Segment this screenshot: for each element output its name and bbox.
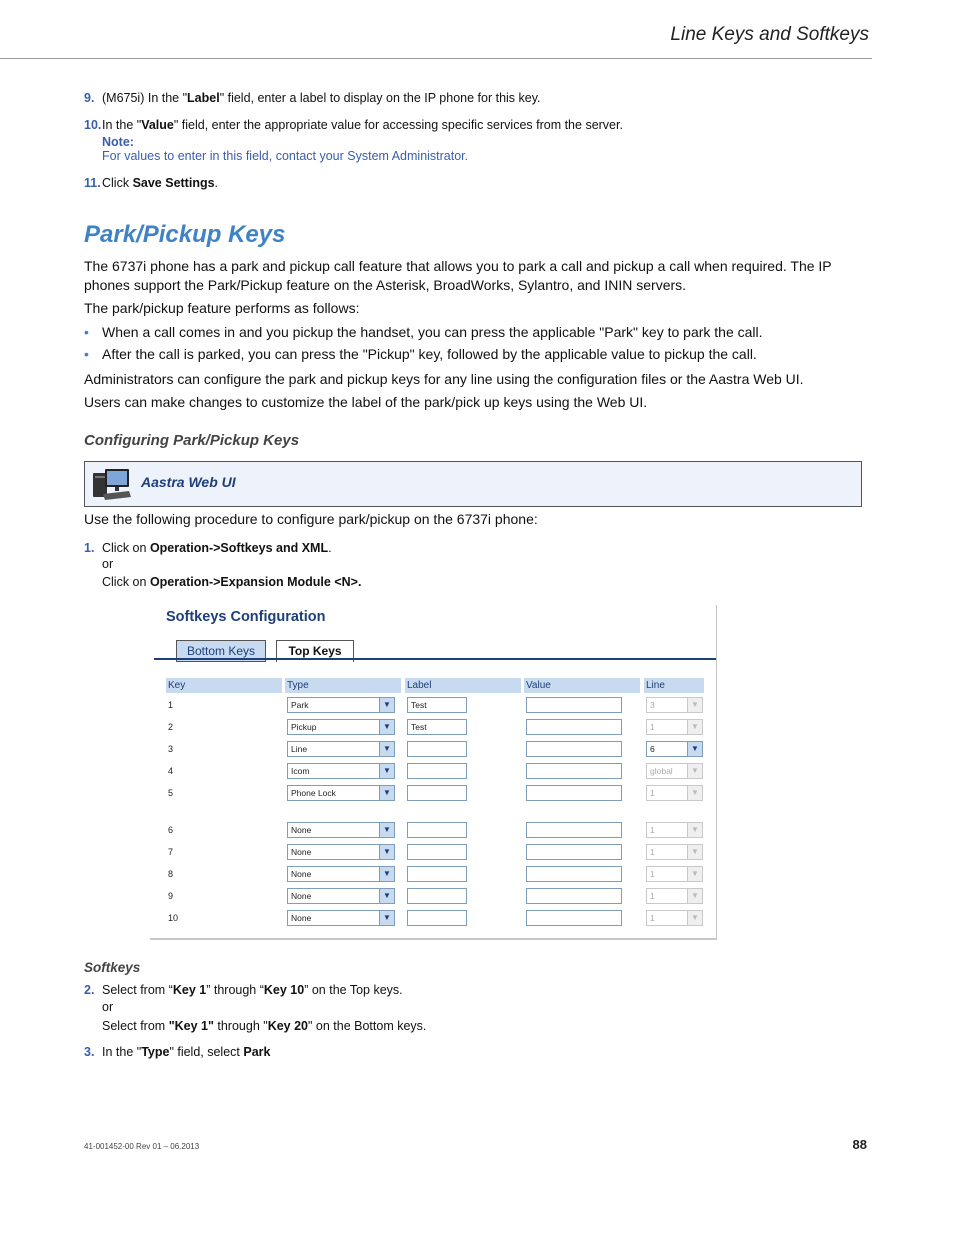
step-9 (84, 90, 541, 107)
label-input[interactable] (407, 741, 467, 757)
step-text: In the " (102, 1045, 142, 1059)
chevron-down-icon: ▼ (687, 720, 702, 734)
type-select-value: Pickup (291, 722, 317, 732)
bullet-icon: • (84, 346, 89, 362)
step-text-bold: Type (141, 1045, 170, 1059)
step-number: 9. (84, 91, 95, 105)
line-select[interactable] (646, 741, 703, 757)
key-number: 8 (168, 869, 174, 879)
line-select-value: 1 (650, 913, 655, 923)
line-select-value: 1 (650, 869, 655, 879)
type-select[interactable] (287, 822, 395, 838)
tab-top-keys[interactable]: Top Keys (276, 640, 354, 662)
value-input[interactable] (526, 822, 622, 838)
chevron-down-icon: ▼ (379, 845, 394, 859)
chevron-down-icon: ▼ (379, 742, 394, 756)
chevron-down-icon: ▼ (687, 786, 702, 800)
step-text-post: " field, enter a label to display on the IP phone for this key. (219, 91, 541, 105)
step-text-bold: Label (187, 91, 220, 105)
section-para-4: Users can make changes to customize the label of the park/pick up keys using the Web UI. (84, 394, 648, 410)
label-input[interactable] (407, 822, 467, 838)
type-select[interactable] (287, 888, 395, 904)
key-number: 10 (168, 913, 179, 923)
step-text-bold: Operation->Softkeys and XML (149, 541, 329, 555)
web-ui-callout (84, 461, 862, 507)
chevron-down-icon: ▼ (379, 889, 394, 903)
key-number: 5 (168, 788, 174, 798)
step-text-bold: Key 20 (267, 1019, 308, 1033)
step-text-pre: (M675i) In the " (102, 91, 188, 105)
line-select[interactable] (646, 888, 703, 904)
column-header-line: Line (644, 678, 704, 693)
step-number: 11. (84, 176, 101, 190)
type-select-value: None (291, 869, 312, 879)
chevron-down-icon: ▼ (379, 698, 394, 712)
bullet-item (84, 323, 864, 342)
type-select[interactable] (287, 763, 395, 779)
step-text-pre: In the " (102, 118, 142, 132)
subsection-title: Configuring Park/Pickup Keys (84, 432, 300, 449)
step-text: through " (213, 1019, 268, 1033)
step-2-or: or (102, 1000, 114, 1014)
line-select-value: global (650, 766, 673, 776)
step-text-bold: Park (243, 1045, 271, 1059)
chevron-down-icon: ▼ (687, 911, 702, 925)
step-text: Select from “ (102, 983, 173, 997)
step-text-pre: Click on (102, 541, 150, 555)
step-2-alt (102, 1018, 426, 1035)
section-intro-1: The 6737i phone has a park and pickup call feature that allows you to park a call and pickup a call when required. The IP phones support the Park/Pickup feature on the Asterisk, BroadWorks, Sylantro, and ININ servers. (84, 258, 832, 293)
chevron-down-icon: ▼ (687, 764, 702, 778)
value-input[interactable] (526, 697, 622, 713)
chevron-down-icon: ▼ (687, 889, 702, 903)
step-text-post: . (328, 541, 332, 555)
chevron-down-icon: ▼ (379, 786, 394, 800)
step-text-pre: Click (102, 176, 133, 190)
bullet-item (84, 345, 864, 364)
section-intro-2: The park/pickup feature performs as follows: (84, 300, 360, 316)
note-body-text: For values to enter in this field, contact your System Administrator. (102, 149, 469, 163)
step-1 (84, 540, 332, 557)
step-10 (84, 117, 623, 134)
type-select-value: Line (291, 744, 308, 754)
label-input[interactable] (407, 866, 467, 882)
step-number: 1. (84, 541, 95, 555)
label-input[interactable] (407, 910, 467, 926)
type-select-value: Park (291, 700, 309, 710)
frame-border (150, 938, 717, 940)
chevron-down-icon: ▼ (687, 845, 702, 859)
line-select[interactable] (646, 844, 703, 860)
line-select-value: 1 (650, 891, 655, 901)
line-select[interactable] (646, 697, 703, 713)
step-text: ” through “ (206, 983, 264, 997)
step-text-post: " field, enter the appropriate value for accessing specific services from the server. (173, 118, 623, 132)
step-text-bold: Key 10 (263, 983, 305, 997)
line-select[interactable] (646, 910, 703, 926)
value-input[interactable] (526, 763, 622, 779)
step-text-bold: "Key 1" (168, 1019, 214, 1033)
section-title: Park/Pickup Keys (84, 221, 286, 248)
step-text-post: . (214, 176, 219, 190)
line-select-value: 1 (650, 825, 655, 835)
key-number: 2 (168, 722, 174, 732)
bullet-icon: • (84, 324, 89, 340)
step-text-bold: Value (141, 118, 174, 132)
type-select[interactable] (287, 697, 395, 713)
type-select-value: None (291, 825, 312, 835)
value-input[interactable] (526, 719, 622, 735)
line-select[interactable] (646, 785, 703, 801)
tab-bottom-keys[interactable]: Bottom Keys (176, 640, 266, 662)
figure-caption: Softkeys (84, 960, 141, 975)
type-select[interactable] (287, 910, 395, 926)
step-number: 3. (84, 1045, 95, 1059)
line-select[interactable] (646, 719, 703, 735)
step-number: 10. (84, 118, 102, 132)
line-select[interactable] (646, 822, 703, 838)
bullet-text: When a call comes in and you pickup the handset, you can press the applicable "Park" key to park the call. (102, 324, 763, 340)
computer-icon (91, 467, 131, 501)
bullet-text: After the call is parked, you can press the "Pickup" key, followed by the applicable value to pickup the call. (102, 346, 757, 362)
line-select-value: 6 (650, 744, 655, 754)
type-select-value: None (291, 847, 312, 857)
step-2 (84, 982, 403, 999)
chevron-down-icon: ▼ (379, 867, 394, 881)
step-text: " field, select (169, 1045, 244, 1059)
key-number: 7 (168, 847, 174, 857)
step-1-alt (102, 574, 361, 591)
label-input[interactable] (407, 763, 467, 779)
step-text-bold: Key 1 (172, 983, 207, 997)
value-input[interactable] (526, 910, 622, 926)
page-number: 88 (852, 1137, 867, 1152)
value-input[interactable] (526, 844, 622, 860)
line-select-value: 3 (650, 700, 655, 710)
label-input[interactable] (407, 844, 467, 860)
type-select[interactable] (287, 866, 395, 882)
type-select-value: Icom (291, 766, 310, 776)
section-para-3: Administrators can configure the park and pickup keys for any line using the configuration files or the Aastra Web UI. (84, 371, 804, 387)
type-select-value: None (291, 891, 312, 901)
column-header-label: Label (405, 678, 521, 693)
type-select[interactable] (287, 741, 395, 757)
value-input[interactable] (526, 888, 622, 904)
key-number: 6 (168, 825, 174, 835)
step-3 (84, 1044, 270, 1061)
value-input[interactable] (526, 866, 622, 882)
value-input[interactable] (526, 785, 622, 801)
chevron-down-icon: ▼ (687, 823, 702, 837)
type-select-value: Phone Lock (291, 788, 336, 798)
note-text (102, 148, 468, 165)
footer-doc-id: 41-001452-00 Rev 01 – 06.2013 (84, 1142, 200, 1151)
step-text: Select from (102, 1019, 169, 1033)
chevron-down-icon: ▼ (379, 720, 394, 734)
step-text-bold: Operation->Expansion Module <N>. (149, 575, 362, 589)
step-text: ” on the Top keys. (304, 983, 403, 997)
chevron-down-icon: ▼ (379, 911, 394, 925)
column-header-type: Type (285, 678, 401, 693)
column-header-value: Value (524, 678, 640, 693)
step-text-bold: Save Settings (132, 176, 215, 190)
page-header-title: Line Keys and Softkeys (670, 24, 869, 45)
step-text-pre: Click on (102, 575, 150, 589)
column-header-key: Key (166, 678, 282, 693)
line-select-value: 1 (650, 788, 655, 798)
web-ui-label: Aastra Web UI (141, 474, 236, 490)
procedure-intro: Use the following procedure to configure park/pickup on the 6737i phone: (84, 511, 538, 527)
key-number: 4 (168, 766, 174, 776)
key-number: 9 (168, 891, 174, 901)
chevron-down-icon: ▼ (687, 867, 702, 881)
line-select[interactable] (646, 866, 703, 882)
line-select-value: 1 (650, 847, 655, 857)
type-select[interactable] (287, 719, 395, 735)
note-label-text: Note: (102, 135, 134, 149)
chevron-down-icon: ▼ (379, 764, 394, 778)
tab-underline (154, 658, 716, 660)
label-input[interactable] (407, 888, 467, 904)
line-select-value: 1 (650, 722, 655, 732)
step-1-or: or (102, 557, 114, 571)
chevron-down-icon: ▼ (379, 823, 394, 837)
value-input[interactable] (526, 741, 622, 757)
header-rule (0, 58, 872, 59)
step-number: 2. (84, 983, 95, 997)
label-input[interactable] (407, 785, 467, 801)
key-number: 1 (168, 700, 174, 710)
key-number: 3 (168, 744, 174, 754)
step-11 (84, 175, 218, 192)
softkeys-config-title: Softkeys Configuration (166, 609, 326, 625)
frame-border (716, 605, 717, 940)
chevron-down-icon: ▼ (687, 742, 702, 756)
type-select[interactable] (287, 785, 395, 801)
chevron-down-icon: ▼ (687, 698, 702, 712)
type-select-value: None (291, 913, 312, 923)
line-select[interactable] (646, 763, 703, 779)
label-input[interactable]: Test (407, 719, 467, 735)
label-input[interactable]: Test (407, 697, 467, 713)
softkeys-config-screenshot (150, 605, 717, 940)
step-text: " on the Bottom keys. (308, 1019, 427, 1033)
type-select[interactable] (287, 844, 395, 860)
